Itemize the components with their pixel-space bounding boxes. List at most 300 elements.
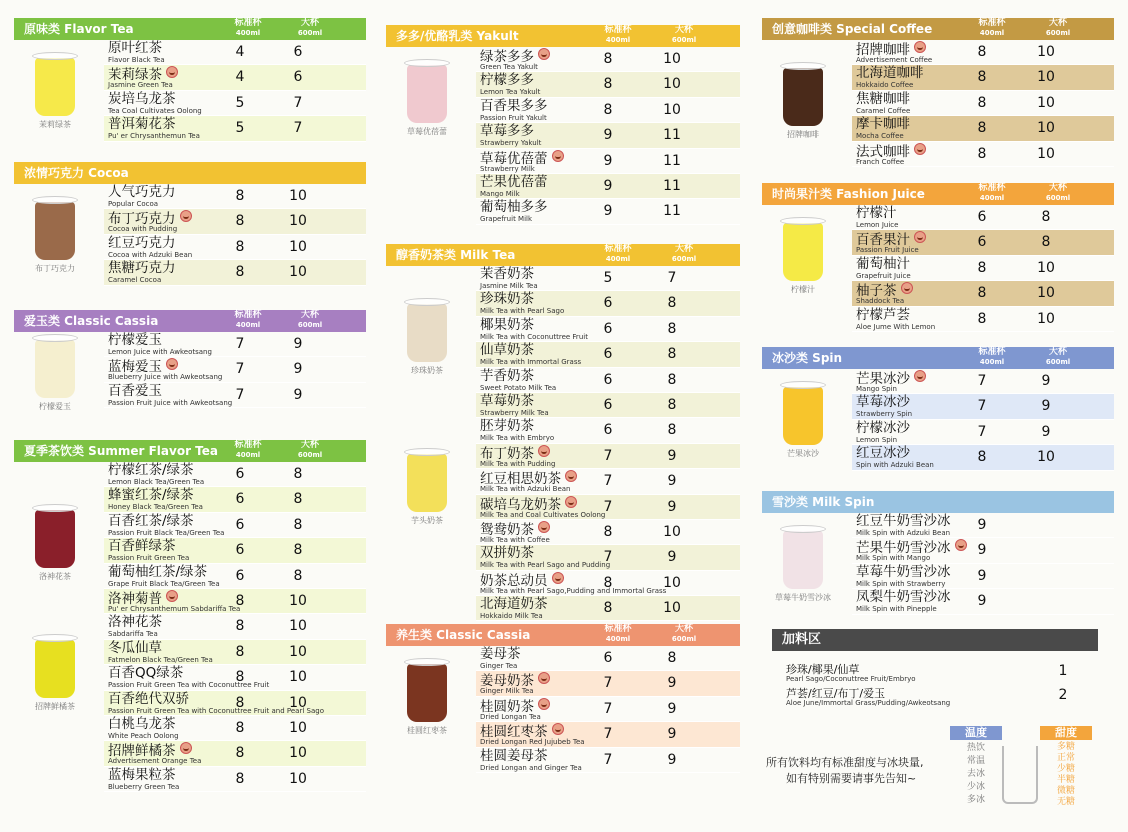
item-name-zh — [108, 236, 176, 251]
price-large: 9 — [667, 549, 677, 566]
smiley-icon — [565, 470, 577, 482]
price-standard: 7 — [603, 498, 613, 515]
price-standard: 8 — [603, 574, 613, 591]
menu-item[interactable] — [476, 98, 740, 123]
smiley-icon — [955, 539, 967, 551]
menu-item[interactable] — [852, 394, 1114, 419]
price-standard: 6 — [235, 567, 245, 584]
smiley-icon — [166, 358, 178, 370]
price-standard: 8 — [977, 259, 987, 276]
item-name-text: 百香果汁 — [856, 232, 910, 249]
section-title: 冰沙类 Spin — [772, 351, 843, 365]
price-standard: 7 — [235, 386, 245, 403]
size-large-label — [290, 19, 330, 38]
cup-image — [783, 387, 823, 445]
item-name-text: 柠檬冰沙 — [856, 419, 910, 436]
size-large-name: 大杯 — [300, 440, 319, 450]
price-standard: 8 — [603, 600, 613, 617]
price-standard: 8 — [235, 618, 245, 635]
menu-item[interactable] — [476, 342, 740, 367]
item-name-text: 桂圆姜母茶 — [480, 747, 548, 764]
price-standard: 7 — [603, 726, 613, 743]
item-name-text: 百香爱玉 — [108, 382, 162, 399]
menu-item[interactable] — [852, 281, 1114, 306]
price-standard: 8 — [603, 101, 613, 118]
item-name-text: 百香果多多 — [480, 97, 548, 114]
item-name-text: 桂圆奶茶 — [480, 698, 534, 715]
size-large-volume: 600ml — [1045, 194, 1071, 202]
menu-item[interactable] — [104, 513, 366, 538]
item-name-text: 柠檬芦荟 — [856, 306, 910, 323]
size-standard-label — [972, 184, 1012, 203]
size-standard-name: 标准杯 — [978, 183, 1006, 193]
item-name-text: 胚芽奶茶 — [480, 418, 534, 435]
menu-section-yakult — [386, 25, 740, 225]
size-standard-name: 标准杯 — [234, 18, 262, 28]
item-name-zh — [480, 200, 548, 215]
menu-item[interactable] — [104, 65, 366, 90]
menu-item[interactable] — [476, 368, 740, 393]
menu-item[interactable] — [104, 564, 366, 589]
menu-item[interactable] — [104, 487, 366, 512]
item-name-zh — [108, 261, 176, 276]
item-name-zh — [856, 257, 910, 272]
price-standard: 6 — [235, 491, 245, 508]
menu-section-flavor — [14, 18, 366, 142]
menu-item[interactable] — [476, 722, 740, 747]
section-header — [14, 162, 366, 184]
item-name-zh — [856, 446, 910, 461]
price-large: 10 — [289, 213, 307, 230]
menu-item[interactable] — [852, 445, 1114, 470]
drink-photo — [20, 640, 90, 711]
menu-item[interactable] — [104, 691, 366, 716]
item-name-zh — [480, 292, 534, 307]
price-large: 8 — [667, 422, 677, 439]
menu-item[interactable] — [104, 640, 366, 665]
addon-zh: 芦荟/红豆/布丁/爱玉 — [786, 687, 886, 700]
menu-item[interactable] — [476, 72, 740, 97]
cup-image — [407, 65, 447, 123]
price-large: 6 — [293, 44, 303, 60]
item-name-en: Dried Longan and Ginger Tea — [480, 763, 582, 772]
section-title: 雪沙类 Milk Spin — [772, 495, 875, 509]
smiley-icon — [538, 445, 550, 457]
item-name-en: Caramel Coffee — [856, 106, 911, 115]
menu-item[interactable] — [104, 116, 366, 141]
item-name-en: Franch Coffee — [856, 157, 905, 166]
price-large: 10 — [663, 76, 681, 93]
drink-caption: 珍珠奶茶 — [411, 366, 443, 375]
menu-item[interactable] — [104, 716, 366, 741]
addon-en: Pearl Sago/Coconuttree Fruit/Embryo — [786, 675, 916, 683]
menu-item[interactable] — [476, 393, 740, 418]
item-name-text: 红豆相思奶茶 — [480, 471, 561, 488]
price-large: 8 — [667, 295, 677, 312]
menu-item[interactable] — [476, 266, 740, 291]
menu-section-health — [386, 624, 740, 773]
menu-item[interactable] — [852, 65, 1114, 90]
temperature-option: 常温 — [966, 756, 985, 766]
item-name-zh — [108, 641, 162, 656]
item-name-zh — [480, 267, 534, 282]
menu-item[interactable] — [476, 317, 740, 342]
cup-image — [35, 510, 75, 568]
item-name-text: 葡萄柚汁 — [856, 255, 910, 272]
price-standard: 6 — [977, 209, 987, 225]
sweetness-option: 少糖 — [1056, 764, 1075, 774]
item-name-text: 芒果优蓓蕾 — [480, 173, 548, 190]
sweetness-header: 甜度 — [1040, 726, 1092, 740]
item-name-en: Spin with Adzuki Bean — [856, 461, 934, 470]
size-large-volume: 600ml — [1045, 29, 1071, 37]
cup-lid — [780, 217, 826, 225]
price-large: 10 — [289, 694, 307, 711]
price-standard: 8 — [235, 669, 245, 686]
cup-lid — [32, 196, 78, 204]
section-title: 时尚果汁类 Fashion Juice — [772, 187, 925, 201]
item-name-zh — [480, 394, 534, 409]
menu-item[interactable] — [476, 174, 740, 199]
menu-item[interactable] — [852, 142, 1114, 167]
item-name-text: 布丁奶茶 — [480, 445, 534, 462]
price-standard: 6 — [603, 422, 613, 439]
item-name-en: Tea Coal Cultivates Oolong — [108, 106, 202, 115]
menu-item[interactable] — [104, 589, 366, 614]
menu-item[interactable] — [476, 444, 740, 469]
item-name-text: 柠檬红茶/绿茶 — [108, 462, 194, 478]
addons-header: 加料区 — [772, 629, 1098, 651]
item-name-zh — [480, 647, 521, 662]
smiley-icon — [565, 496, 577, 508]
temperature-header: 温度 — [950, 726, 1002, 740]
cup-outline-icon — [1002, 746, 1038, 804]
drink-photo — [20, 340, 90, 411]
size-large-label — [1038, 184, 1078, 203]
drink-photo — [392, 454, 462, 525]
cup-image — [35, 202, 75, 260]
price-large: 10 — [289, 188, 307, 204]
menu-item[interactable] — [476, 571, 740, 596]
smiley-icon — [901, 282, 913, 294]
size-standard-name: 标准杯 — [234, 440, 262, 450]
price-large: 10 — [1037, 285, 1055, 302]
menu-item[interactable] — [852, 205, 1114, 230]
item-name-text: 百香红茶/绿茶 — [108, 512, 194, 529]
menu-item[interactable] — [852, 116, 1114, 141]
item-name-text: 草莓奶茶 — [480, 392, 534, 409]
section-header — [762, 18, 1114, 40]
sweetness-option: 多糖 — [1056, 742, 1075, 752]
item-name-en: Dried Longan Red Jujubeb Tea — [480, 738, 585, 747]
item-name-text: 芋香奶茶 — [480, 367, 534, 384]
item-name-en: White Peach Oolong — [108, 731, 179, 740]
item-name-zh — [856, 395, 910, 410]
size-standard-volume: 400ml — [605, 36, 631, 44]
menu-item[interactable] — [104, 462, 366, 487]
menu-item[interactable] — [852, 230, 1114, 255]
cup-image — [407, 664, 447, 722]
item-name-en: Cocoa with Pudding — [108, 225, 178, 234]
menu-item[interactable] — [476, 199, 740, 224]
item-name-text: 红豆牛奶雪沙冰 — [856, 513, 951, 529]
menu-item[interactable] — [476, 123, 740, 148]
drink-caption: 柠檬爱玉 — [39, 402, 71, 411]
menu-item[interactable] — [476, 469, 740, 494]
menu-item[interactable] — [104, 665, 366, 690]
cup-image — [35, 58, 75, 116]
price-large: 9 — [667, 473, 677, 490]
menu-item[interactable] — [852, 91, 1114, 116]
price-standard: 6 — [235, 466, 245, 482]
menu-item[interactable] — [852, 589, 1114, 614]
price-standard: 7 — [977, 423, 987, 440]
item-name-text: 红豆冰沙 — [856, 445, 910, 462]
menu-item[interactable] — [476, 596, 740, 621]
addon-price: 2 — [1058, 687, 1068, 703]
drink-photo — [768, 531, 838, 602]
notice-line-2: 如有特别需要请事先告知~ — [786, 772, 917, 785]
item-name-en: Milk Tea with Pearl Sago — [480, 307, 565, 316]
menu-item[interactable] — [476, 671, 740, 696]
price-large: 10 — [1037, 259, 1055, 276]
menu-item[interactable] — [104, 741, 366, 766]
item-name-zh — [108, 666, 183, 681]
item-name-en: Milk Tea with Pudding — [480, 459, 556, 468]
price-standard: 6 — [603, 371, 613, 388]
item-name-zh — [856, 590, 951, 605]
price-standard: 8 — [235, 643, 245, 660]
size-standard-name: 标准杯 — [604, 244, 632, 254]
size-standard-volume: 400ml — [979, 29, 1005, 37]
item-name-en: Lemon Tea Yakult — [480, 88, 541, 97]
addon-zh: 珍珠/椰果/仙草 — [786, 663, 860, 676]
menu-item[interactable] — [476, 748, 740, 773]
size-standard-label — [598, 26, 638, 45]
item-name-en: Passion Fruit Black Tea/Green Tea — [108, 528, 225, 537]
cup-lid — [32, 52, 78, 60]
menu-item[interactable] — [852, 420, 1114, 445]
item-name-zh — [480, 749, 548, 764]
item-name-en: Flavor Black Tea — [108, 56, 165, 64]
drink-photo — [768, 223, 838, 294]
menu-item[interactable] — [476, 520, 740, 545]
item-name-text: 草莓牛奶雪沙冰 — [856, 563, 951, 580]
menu-item[interactable] — [476, 291, 740, 316]
size-standard-volume: 400ml — [235, 451, 261, 459]
item-name-text: 鸳鸯奶茶 — [480, 521, 534, 538]
price-large: 10 — [289, 264, 307, 281]
addon-row — [772, 659, 1098, 707]
drink-caption: 桂圆红枣茶 — [407, 726, 447, 735]
menu-item[interactable] — [104, 767, 366, 792]
menu-item[interactable] — [104, 235, 366, 260]
drink-caption: 布丁巧克力 — [35, 264, 75, 273]
item-name-zh — [108, 768, 176, 783]
item-name-en: Strawberry Spin — [856, 410, 913, 419]
item-name-zh — [108, 117, 176, 132]
item-name-en: Grape Fruit Black Tea/Green Tea — [108, 579, 220, 588]
price-standard: 8 — [603, 51, 613, 67]
menu-item[interactable] — [852, 513, 1114, 538]
section-header — [762, 347, 1114, 369]
cup-lid — [404, 658, 450, 666]
item-name-zh — [108, 92, 176, 107]
item-name-text: 摩卡咖啡 — [856, 116, 910, 133]
price-large: 10 — [1037, 145, 1055, 162]
price-large: 6 — [293, 69, 303, 86]
size-large-name: 大杯 — [674, 25, 693, 35]
item-name-en: Passion Fruit Green Tea — [108, 554, 190, 563]
item-name-en: Milk Tea with Coconuttree Fruit — [480, 332, 588, 341]
menu-item[interactable] — [104, 332, 366, 357]
item-name-zh — [480, 597, 548, 612]
menu-item[interactable] — [476, 149, 740, 174]
menu-item[interactable] — [852, 564, 1114, 589]
menu-item[interactable] — [476, 418, 740, 443]
menu-item[interactable] — [852, 40, 1114, 65]
item-name-text: 碳培乌龙奶茶 — [480, 496, 561, 513]
item-name-en: Milk Tea with Immortal Grass — [480, 358, 582, 367]
menu-item[interactable] — [852, 256, 1114, 281]
price-large: 8 — [293, 491, 303, 508]
price-standard: 7 — [603, 447, 613, 464]
drink-caption: 招牌鲜橘茶 — [35, 702, 75, 711]
item-name-en: Passion Fruit Juice — [856, 246, 919, 255]
menu-item[interactable] — [104, 91, 366, 116]
price-large: 10 — [289, 238, 307, 255]
size-large-name: 大杯 — [1048, 18, 1067, 28]
size-standard-name: 标准杯 — [978, 347, 1006, 357]
item-name-en: Aloe Jume With Lemon — [856, 322, 936, 331]
item-name-en: Milk Tea with Adzuki Bean — [480, 485, 571, 494]
menu-item[interactable] — [104, 209, 366, 234]
menu-item[interactable] — [104, 538, 366, 563]
item-name-text: 原叶红茶 — [108, 40, 162, 56]
price-standard: 7 — [603, 700, 613, 717]
smiley-icon — [166, 590, 178, 602]
item-name-en: Pu' er Chrysanthemum Sabdariffa Tea — [108, 604, 241, 613]
item-name-zh — [856, 421, 910, 436]
menu-item[interactable] — [476, 545, 740, 570]
menu-item[interactable] — [476, 47, 740, 72]
item-name-en: Jasmine Green Tea — [108, 81, 173, 90]
temperature-option: 多冰 — [966, 795, 985, 805]
menu-section-milkspin — [762, 491, 1114, 615]
menu-item[interactable] — [476, 697, 740, 722]
price-large: 10 — [289, 618, 307, 635]
size-large-label — [1038, 19, 1078, 38]
item-name-en: Popular Cocoa — [108, 200, 159, 208]
item-name-en: Fatmelon Black Tea/Green Tea — [108, 655, 213, 664]
price-standard: 7 — [235, 336, 245, 352]
menu-item[interactable] — [852, 538, 1114, 563]
price-standard: 8 — [977, 94, 987, 111]
item-name-text: 柠檬多多 — [480, 72, 534, 89]
price-standard: 7 — [603, 549, 613, 566]
item-name-text: 柠檬汁 — [856, 205, 897, 221]
smiley-icon — [538, 672, 550, 684]
item-name-en: Milk Tea with Pearl Sago,Pudding and Immortal Grass — [480, 586, 667, 595]
item-name-text: 柚子茶 — [856, 283, 897, 300]
item-name-en: Ginger Tea — [480, 662, 518, 670]
menu-item[interactable] — [104, 260, 366, 285]
item-name-text: 北海道奶茶 — [480, 596, 548, 613]
menu-item[interactable] — [104, 383, 366, 408]
size-large-name: 大杯 — [674, 624, 693, 634]
drink-photo — [768, 68, 838, 139]
item-name-text: 普洱菊花茶 — [108, 116, 176, 133]
menu-items — [104, 462, 366, 792]
item-name-text: 草莓冰沙 — [856, 394, 910, 411]
item-name-en: Mango Milk — [480, 189, 520, 198]
cup-lid — [404, 59, 450, 67]
smiley-icon — [538, 48, 550, 60]
item-name-text: 桂圆红枣茶 — [480, 724, 548, 741]
menu-item[interactable] — [104, 40, 366, 65]
menu-section-coffee — [762, 18, 1114, 167]
smiley-icon — [552, 150, 564, 162]
item-name-en: Hokkaido Milk Tea — [480, 612, 543, 621]
price-large: 9 — [293, 336, 303, 352]
menu-item[interactable] — [104, 184, 366, 209]
menu-item[interactable] — [852, 369, 1114, 394]
price-large: 10 — [1037, 44, 1055, 60]
cup-image — [783, 223, 823, 281]
menu-item[interactable] — [476, 646, 740, 671]
menu-item[interactable] — [104, 614, 366, 639]
size-standard-volume: 400ml — [605, 255, 631, 263]
addons-section — [772, 629, 1098, 707]
menu-item[interactable] — [104, 357, 366, 382]
smiley-icon — [914, 231, 926, 243]
item-name-text: 布丁巧克力 — [108, 211, 176, 228]
item-name-text: 蓝梅果粒茶 — [108, 766, 176, 783]
item-name-text: 红豆巧克力 — [108, 234, 176, 251]
item-name-zh — [856, 206, 897, 221]
price-standard: 6 — [603, 396, 613, 413]
size-large-label — [664, 625, 704, 644]
price-standard: 8 — [977, 69, 987, 86]
item-name-zh — [108, 539, 176, 554]
section-header — [14, 310, 366, 332]
menu-item[interactable] — [852, 307, 1114, 332]
price-standard: 7 — [603, 675, 613, 692]
item-name-text: 百香QQ绿茶 — [108, 665, 184, 682]
price-large: 10 — [663, 51, 681, 67]
drink-caption: 芒果冰沙 — [787, 449, 819, 458]
menu-item[interactable] — [476, 495, 740, 520]
item-name-en: Milk Spin with Mango — [856, 554, 931, 563]
item-name-en: Lemon Black Tea/Green Tea — [108, 478, 205, 486]
section-header — [386, 25, 740, 47]
item-name-zh — [480, 318, 534, 333]
item-name-en: Pu' er Chrysanthemun Tea — [108, 132, 200, 141]
item-name-zh — [480, 99, 548, 114]
size-standard-volume: 400ml — [979, 358, 1005, 366]
item-name-text: 法式咖啡 — [856, 143, 910, 160]
item-name-en: Grapefruit Juice — [856, 271, 911, 280]
cup-lid — [32, 634, 78, 642]
item-name-en: Mocha Coffee — [856, 132, 904, 141]
price-large: 10 — [1037, 120, 1055, 137]
item-name-text: 葡萄柚多多 — [480, 199, 548, 216]
item-name-en: Milk Spin with Adzuki Bean — [856, 529, 951, 537]
drink-photo — [20, 58, 90, 129]
price-large: 10 — [289, 643, 307, 660]
section-header — [762, 183, 1114, 205]
menu-items — [476, 47, 740, 225]
